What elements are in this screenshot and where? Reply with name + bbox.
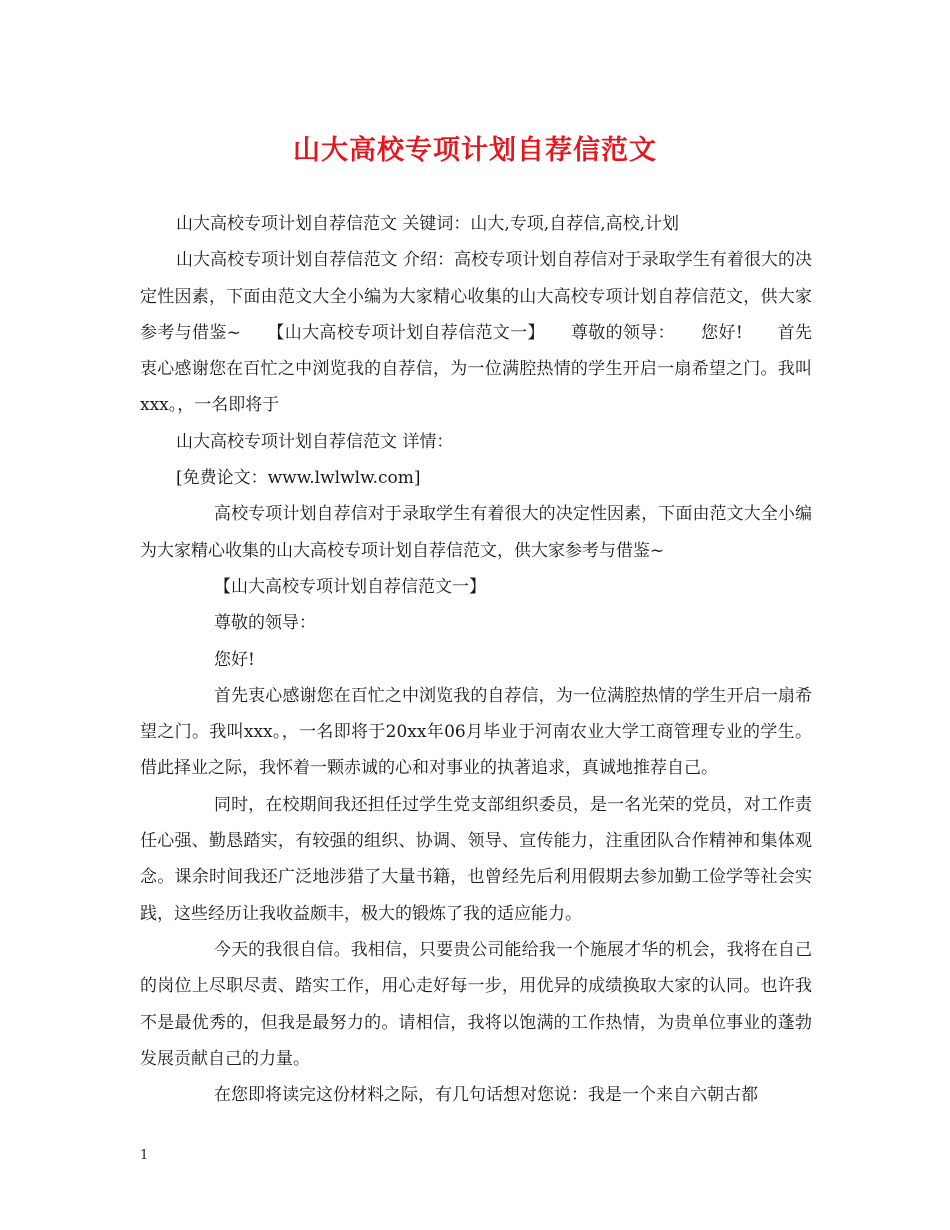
- intro-paragraph: 山大高校专项计划自荐信范文 介绍：高校专项计划自荐信对于录取学生有着很大的决定性因素，下面由范文大全小编为大家精心收集的山大高校专项计划自荐信范文，供大家参考与借鉴~ 【山大高校专项计划自荐信范文一】 尊敬的领导： 您好! 首先衷心感谢您在百忙之中浏览我的自荐信，为一位满腔热情的学生开启一扇希望之门。我叫xxx。，一名即将于: [140, 250, 812, 416]
- page-number: 1: [140, 1148, 149, 1163]
- body-paragraph: 同时，在校期间我还担任过学生党支部组织委员，是一名光荣的党员，对工作责任心强、勤恳踏实，有较强的组织、协调、领导、宣传能力，注重团队合作精神和集体观念。课余时间我还广泛地涉猎了大量书籍，也曾经先后利用假期去参加勤工俭学等社会实践，这些经历让我收益颇丰，极大的锻炼了我的适应能力。: [140, 794, 812, 924]
- keywords-paragraph: 山大高校专项计划自荐信范文 关键词：山大,专项,自荐信,高校,计划: [176, 214, 680, 234]
- body-paragraph: 高校专项计划自荐信对于录取学生有着很大的决定性因素，下面由范文大全小编为大家精心收集的山大高校专项计划自荐信范文，供大家参考与借鉴~: [140, 504, 812, 561]
- source-link: [免费论文：www.lwlwlw.com]: [176, 468, 421, 489]
- details-heading: 山大高校专项计划自荐信范文 详情：: [176, 431, 454, 452]
- body-paragraph: 在您即将读完这份材料之际，有几句话想对您说：我是一个来自六朝古都: [214, 1085, 758, 1106]
- greeting: 您好!: [214, 649, 255, 670]
- section-heading: 【山大高校专项计划自荐信范文一】: [214, 576, 486, 597]
- document-body: [140, 206, 812, 1113]
- body-paragraph: 今天的我很自信。我相信，只要贵公司能给我一个施展才华的机会，我将在自己的岗位上尽职尽责、踏实工作，用心走好每一步，用优异的成绩换取大家的认同。也许我不是最优秀的，但我是最努力的。请相信，我将以饱满的工作热情，为贵单位事业的蓬勃发展贡献自己的力量。: [140, 939, 812, 1069]
- document-title: 山大高校专项计划自荐信范文: [293, 135, 657, 166]
- body-paragraph: 首先衷心感谢您在百忙之中浏览我的自荐信，为一位满腔热情的学生开启一扇希望之门。我叫xxx。，一名即将于20xx年06月毕业于河南农业大学工商管理专业的学生。借此择业之际，我怀着一颗赤诚的心和对事业的执著追求，真诚地推荐自己。: [140, 685, 812, 779]
- salutation: 尊敬的领导：: [214, 613, 316, 634]
